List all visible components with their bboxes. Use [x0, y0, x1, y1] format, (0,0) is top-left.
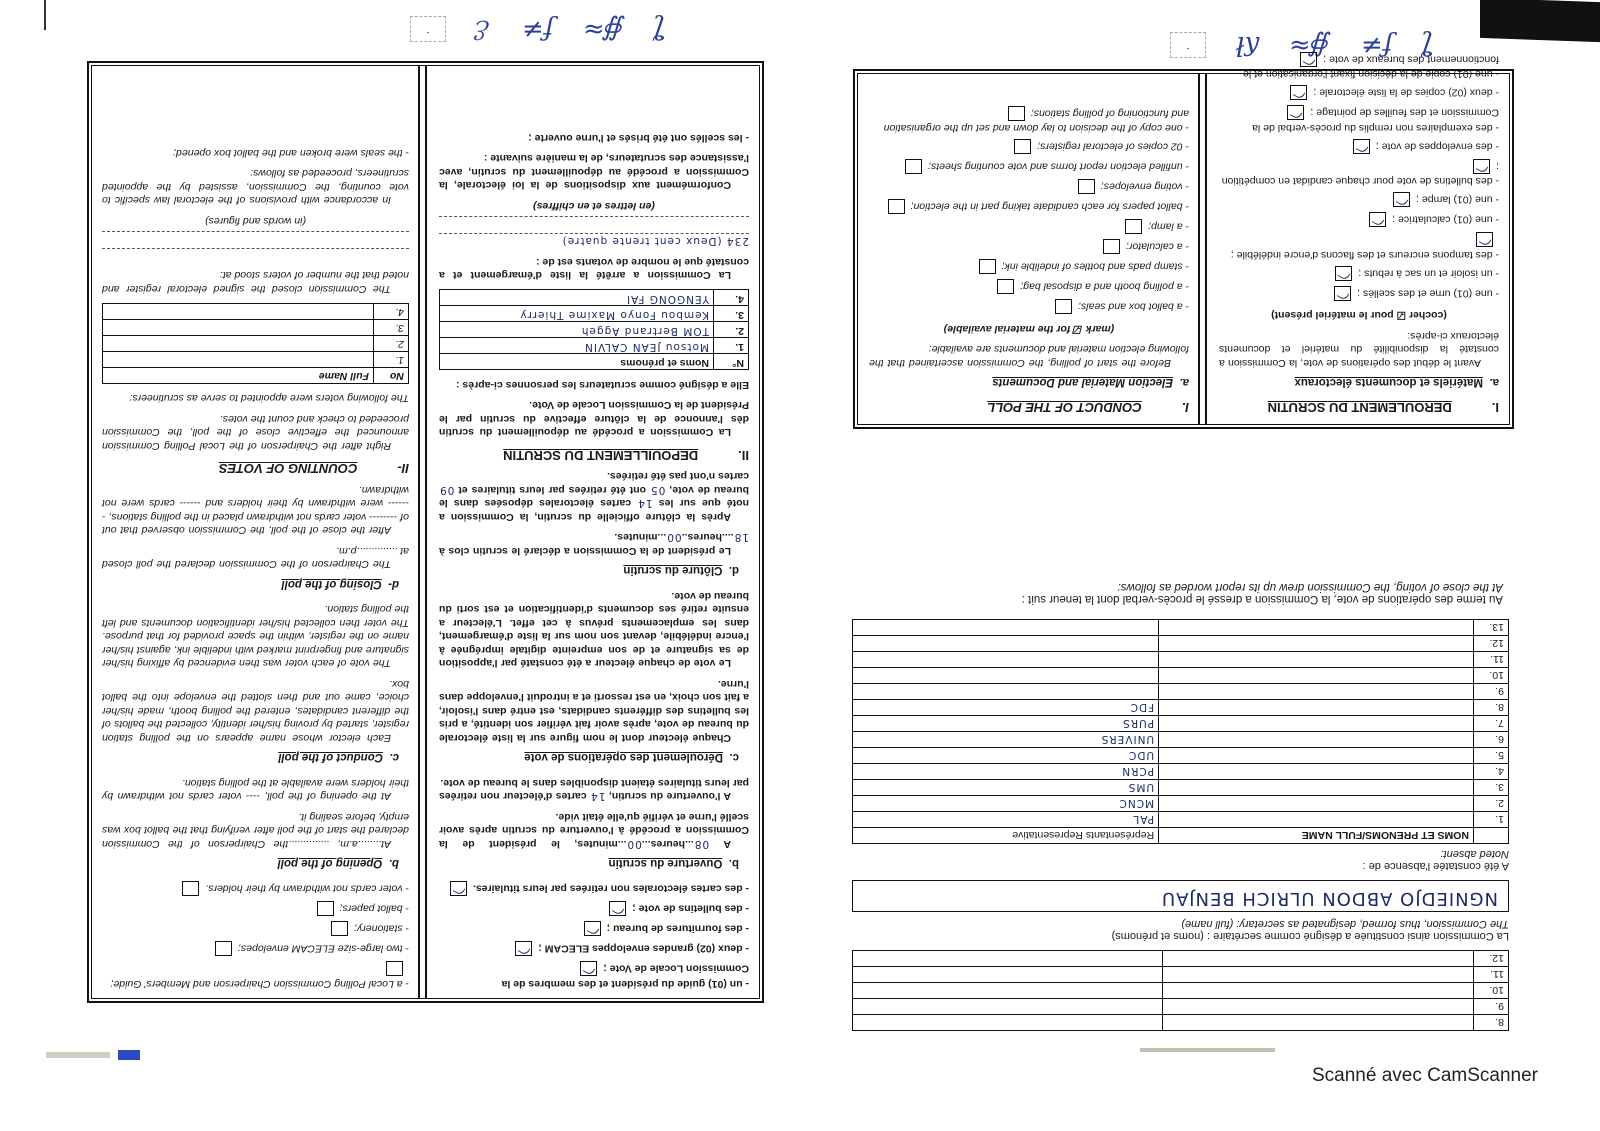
signature-2: ∯≈ — [1289, 30, 1332, 60]
table-row: 1. PAL — [853, 812, 1509, 828]
scan-dark-edge — [1480, 0, 1600, 42]
checklist-item: - unfilled election report forms and vote counting sheets; — [869, 160, 1189, 175]
party-field[interactable]: UNIVERS — [853, 732, 1159, 748]
scrutineer-name-field[interactable] — [103, 304, 374, 320]
checklist-item: - stationery; — [102, 922, 409, 937]
member-role-field[interactable] — [853, 951, 1164, 967]
scrutineers-table-en: No Full Name 1. 2. 3. 4. — [102, 303, 409, 384]
counting-paragraph-1: Right after the Chairperson of the Local Polling Commission announced the effective close of the poll, the Commission proceeded to check and count the votes. — [102, 413, 409, 452]
right-page — [848, 53, 1513, 1035]
closing-paragraph-1: The Chairperson of the Commission declared the poll closed at ..............p.m. — [102, 545, 409, 571]
checkbox[interactable] — [1008, 106, 1025, 121]
rep-name-field[interactable] — [1159, 748, 1474, 764]
cards-withdrawn-field[interactable]: 05 — [649, 484, 666, 496]
table-row: 2. MCNC — [853, 796, 1509, 812]
scrutineer-name-field[interactable]: Kembou Fonyo Maxime Thierry — [440, 306, 714, 322]
checklist-item: - deux (02) copies de la liste électorale ; — [1219, 86, 1499, 101]
words-figures-hint: (in words and figures) — [205, 215, 306, 227]
dotted-line — [439, 216, 749, 229]
checkbox[interactable] — [905, 160, 922, 175]
table-row: 10. — [853, 983, 1509, 999]
table-row: 2. — [103, 336, 409, 352]
checkbox[interactable] — [1287, 106, 1304, 121]
section-title-materiels: a. Matériels et documents électoraux — [1294, 376, 1499, 389]
opening-hour-field[interactable]: 08 — [693, 838, 710, 850]
party-field[interactable] — [853, 620, 1159, 636]
signature-1: ℰ — [476, 14, 492, 44]
checkbox[interactable] — [888, 200, 905, 215]
seals-item: - les scellés ont été brisés et l'urne ouverte ; — [528, 132, 749, 144]
secretary-name-field[interactable]: NGNIEDJO ABDON ULRICH BENJAU — [852, 880, 1509, 912]
left-page-french-column — [429, 66, 759, 998]
member-role-field[interactable] — [853, 1015, 1164, 1031]
conformement-paragraph: Conformément aux dispositions de la loi électorale, la Commission a procédé au dépouillement du scrutin, avec l'assistance des scrutateurs, de la manière suivante : — [439, 152, 749, 192]
accordance-paragraph: In accordance with provisions of the electoral law specific to vote counting, the Commission, assisted by the appointed scrutineers, proceeded as follows: — [102, 167, 409, 207]
rep-name-field[interactable] — [1159, 764, 1474, 780]
checklist-item: - des exemplaires non remplis du procès-verbal de la Commission et des feuilles de pointage ; — [1219, 106, 1499, 135]
checklist-item: - a polling booth and a disposal bag; — [869, 280, 1189, 295]
checkbox[interactable] — [1300, 52, 1317, 67]
report-intro-fr: Au terme des opérations de vote, la Commission a dressé le procès-verbal dont la teneur suit : — [1021, 593, 1503, 605]
scrutineer-name-field[interactable]: TOM Bertrand Aggeh — [440, 322, 714, 338]
closing-minutes-field[interactable]: 00 — [666, 531, 682, 544]
signature-3: ∯≈ — [583, 14, 626, 44]
checkbox[interactable] — [584, 922, 601, 937]
signature-2: ƒ≠ — [521, 14, 554, 44]
member-name-field[interactable] — [1163, 983, 1474, 999]
depouillement-paragraph-1: La Commission a procédé au dépouillement du scrutin dès l'annonce de la clôture effective du scrutin par le Président de la Commission Locale de Vote. — [439, 399, 749, 439]
table-row: 8. — [853, 1015, 1509, 1031]
checklist-item: - voter cards not withdrawn by their holders. — [102, 882, 409, 897]
depouillement-paragraph-2: Elle a désigné comme scrutateurs les personnes ci-après : — [456, 379, 749, 391]
member-name-field[interactable] — [1163, 951, 1474, 967]
section-title-opening: b. Opening of the poll — [277, 857, 399, 870]
secretary-label-en: The Commission, thus formed, designated as secretary: (full name) — [1181, 918, 1509, 930]
absent-label-fr: A été constatée l'absence de : — [1362, 860, 1509, 872]
scrutineer-name-field[interactable] — [103, 352, 374, 368]
opening-paragraph-2: At the opening of the poll, ---- voter cards not withdrawn by their holders were available at the polling station. — [102, 777, 409, 803]
checkbox[interactable] — [1078, 180, 1095, 195]
section-title-deroulement: c. Déroulement des opérations de vote — [524, 751, 739, 764]
section-title-conduct: c. Conduct of the poll — [278, 751, 399, 764]
member-role-field[interactable] — [853, 983, 1164, 999]
checkbox[interactable] — [1103, 240, 1120, 255]
table-row: 1. Motsou JEAN CALVIN — [440, 338, 749, 354]
checklist-item: - un (01) guide du président et des membres de la Commission Locale de Vote ; — [439, 962, 749, 991]
checklist-item: - une (01) calculatrice ; — [1219, 213, 1499, 228]
en-material-checklist-cont — [102, 882, 409, 991]
checklist-item: - un isoloir et un sac à rebuts ; — [1219, 266, 1499, 281]
right-page-upper — [848, 573, 1513, 1035]
checklist-item: - a ballot box and seals; — [869, 300, 1189, 315]
checklist-item: - des tampons encreurs et des flacons d'encre indélébile ; — [1219, 233, 1499, 262]
checklist-item: - une (01) urne et des scellés ; — [1219, 286, 1499, 301]
right-page-french-column — [1209, 53, 1509, 424]
party-field[interactable]: UDC — [853, 748, 1159, 764]
checklist-item: - des fournitures de bureau ; — [439, 922, 749, 937]
table-row: 2. TOM Bertrand Aggeh — [440, 322, 749, 338]
voters-count-field[interactable] — [102, 248, 409, 261]
party-field[interactable]: MCNC — [853, 796, 1159, 812]
scrutineer-name-field[interactable] — [103, 336, 374, 352]
table-row: 4. — [103, 304, 409, 320]
table-row: 11. — [853, 652, 1509, 668]
checkbox[interactable] — [580, 962, 597, 977]
checklist-item: - ballot papers; — [102, 902, 409, 917]
table-row: 9. — [853, 999, 1509, 1015]
scan-artifact — [46, 1052, 110, 1058]
left-page — [88, 62, 763, 1002]
checklist-item: - one copy of the decision to lay down and set up the organisation and functioning of polling stations; — [869, 106, 1189, 135]
member-role-field[interactable] — [853, 999, 1164, 1015]
materiels-paragraph: Avant le début des opérations de vote, la Commission a constaté la disponibilité du matériel et documents électoraux ci-après: — [1219, 330, 1499, 369]
deroulement-paragraph-1: Chaque électeur dont le nom figure sur la liste électorale du bureau de vote, après avoir fait vérifier son identité, a pris les bulletins des différents candidats, est entré dans l'isoloir, a fait son choix, en est ressorti et a introduit l'enveloppe dans l'urne. — [439, 678, 749, 744]
party-field[interactable] — [853, 684, 1159, 700]
cards-available-field[interactable]: 14 — [590, 790, 606, 803]
checklist-item: - des cartes électorales non retirées par leurs titulaires. — [439, 882, 749, 897]
scan-margin-line — [44, 0, 46, 30]
cards-not-withdrawn-field[interactable]: 09 — [439, 484, 455, 496]
fr-material-checklist-cont — [439, 882, 749, 991]
ouverture-paragraph-1: A 08...heures...00...minutes, le président de la Commission a procédé à l'ouverture du scrutin après avoir scellé l'urne et vérifié qu'elle était vide. — [439, 811, 749, 850]
section-title-ouverture: b. Ouverture du scrutin — [608, 857, 739, 870]
words-figures-hint: (en lettres et en chiffres) — [533, 200, 655, 212]
rep-name-field[interactable] — [1159, 636, 1474, 652]
members-table-continued — [852, 950, 1509, 1031]
rep-name-field[interactable] — [1159, 652, 1474, 668]
voters-count-field[interactable]: 234 (Deux cent trente quatre) — [439, 233, 749, 248]
checklist-item: - a Local Polling Commission Chairperson and Members' Guide; — [102, 962, 409, 991]
conduct-paragraph-1: Each elector whose name appears on the polling station register, started by proving his/her identity, collected the ballots of the different candidates, entered the polling booth, made his/her choice, came out and then slotted the envelope into the ballot box. — [102, 678, 409, 744]
scrutineer-name-field[interactable]: YENGONG FAI — [440, 290, 714, 306]
conduct-paragraph-2: The vote of each voter was then evidenced by affixing his/her signature and fingerprint marked with indelible ink, against his/her name on the register, within the space provided for that purpose. The voter then collected his/her identification documents and left the polling station. — [102, 603, 409, 670]
section-title-deroulement-scrutin: I. DEROULEMENT DU SCRUTIN — [1267, 400, 1499, 415]
checklist-item: - ballot papers for each candidate taking part in the election; — [869, 200, 1189, 215]
party-field[interactable] — [853, 668, 1159, 684]
table-row: 6. UNIVERS — [853, 732, 1509, 748]
table-row: 4. YENGONG FAI — [440, 290, 749, 306]
rep-name-field[interactable] — [1159, 780, 1474, 796]
table-row: 7. PURS — [853, 716, 1509, 732]
opening-paragraph-1: At........a.m, ..............the Chairperson of the Commission declared the start of the poll after verifying that the ballot box was empty, before sealing it. — [102, 811, 409, 850]
checkbox[interactable] — [1369, 213, 1386, 228]
checklist-item: - voting envelopes; — [869, 180, 1189, 195]
cards-total-field[interactable]: 14 — [637, 497, 653, 510]
mark-hint: (mark ☑ for the material available) — [943, 323, 1115, 335]
section-title-closing: d- Closing of the poll — [281, 578, 399, 590]
party-field[interactable]: PAL — [853, 812, 1159, 828]
representatives-table: NOMS ET PRENOMS/FULL NAME Représentants Representative 1. PAL 2. MCNC 3. UMS 4. PCRN 5. UDC 6. UNIVERS 7. PURS 8. FDC 9. 10. 11. 12. 13. — [852, 619, 1509, 844]
checkbox[interactable] — [215, 942, 232, 957]
section-title-election-material: a. Election Material and Documents — [992, 376, 1189, 389]
column-divider — [418, 66, 427, 998]
dotted-line — [102, 231, 409, 244]
left-page-english-column — [92, 66, 419, 998]
cloture-paragraph-1: Le président de la Commission a déclaré le scrutin clos à 18....heures..00...minutes. — [439, 531, 749, 557]
stamp-box: . — [1170, 32, 1206, 58]
left-page-frame — [88, 62, 763, 1002]
rep-name-field[interactable] — [1159, 684, 1474, 700]
rep-name-field[interactable] — [1159, 716, 1474, 732]
party-field[interactable]: FDC — [853, 700, 1159, 716]
checklist-item: - une (01) copie de la décision fixant l'organisation et le fonctionnement des bureaux de vote ; — [1219, 52, 1499, 81]
checkbox[interactable] — [1055, 300, 1072, 315]
checkbox[interactable] — [1334, 286, 1351, 301]
opening-minutes-field[interactable]: 00 — [626, 838, 642, 850]
table-row: 12. — [853, 636, 1509, 652]
checkbox[interactable] — [1290, 86, 1307, 101]
mark-hint: (cocher ☑ pour le matériel présent) — [1271, 309, 1447, 322]
party-field[interactable]: PCRN — [853, 764, 1159, 780]
conduct-frame — [854, 53, 1513, 428]
report-intro-en: At the close of voting, the Commission drew up its report worded as follows: — [1117, 581, 1503, 593]
checklist-item: - des enveloppes de vote ; — [1219, 139, 1499, 154]
checkbox[interactable] — [317, 902, 334, 917]
scrutineer-name-field[interactable] — [103, 320, 374, 336]
stamp-box: . — [410, 16, 446, 42]
checklist-item: - une (01) lampe ; — [1219, 193, 1499, 208]
section-title-cloture: d. Clôture du scrutin — [623, 564, 739, 577]
checkbox[interactable] — [1125, 220, 1142, 235]
checklist-item: - two large-size ELECAM envelopes; — [102, 942, 409, 957]
table-row: 3. — [103, 320, 409, 336]
party-field[interactable]: PURS — [853, 716, 1159, 732]
table-row: 12. — [853, 951, 1509, 967]
party-field[interactable] — [853, 636, 1159, 652]
signature-3: ƒ≠ — [1361, 30, 1393, 60]
scan-artifact-blue — [118, 1050, 140, 1060]
signature-1: ʎł — [1236, 30, 1260, 60]
table-row: 9. — [853, 684, 1509, 700]
checkbox[interactable] — [515, 942, 532, 957]
checkbox[interactable] — [1014, 140, 1031, 155]
seals-item: - the seals were broken and the ballot box opened; — [173, 147, 409, 159]
checklist-item: - des bulletins de vote ; — [439, 902, 749, 917]
table-row: 11. — [853, 967, 1509, 983]
checkbox[interactable] — [609, 902, 626, 917]
checklist-item: - des bulletins de vote pour chaque candidat en compétition ; — [1219, 159, 1499, 188]
left-page-signatures — [410, 14, 664, 44]
table-row: 3. Kembou Fonyo Maxime Thierry — [440, 306, 749, 322]
section-title-conduct-poll: I. CONDUCT OF THE POLL — [987, 400, 1189, 415]
material-paragraph: Before the start of polling, the Commission ascertained that the following election material and documents are available: — [869, 343, 1189, 369]
rep-name-field[interactable] — [1159, 732, 1474, 748]
table-row: 5. UDC — [853, 748, 1509, 764]
checklist-item: - deux (02) grandes enveloppes ELECAM ; — [439, 942, 749, 957]
rep-name-field[interactable] — [1159, 812, 1474, 828]
scrutineers-table-fr: N° Noms et prénoms 1. Motsou JEAN CALVIN 2. TOM Bertrand Aggeh 3. Kembou Fonyo Maxime Thierry 4. YENGONG FAI — [439, 290, 749, 371]
column-divider — [1198, 74, 1207, 424]
table-row: 1. — [103, 352, 409, 368]
section-title-depouillement: II. DEPOUILLEMENT DU SCRUTIN — [503, 448, 749, 463]
table-row: 8. FDC — [853, 700, 1509, 716]
rep-name-field[interactable] — [1159, 700, 1474, 716]
signature-4: ƪ — [655, 14, 664, 44]
checklist-item: - 02 copies of electoral registers; — [869, 140, 1189, 155]
en-material-checklist — [869, 106, 1189, 315]
fr-material-checklist — [1219, 52, 1499, 301]
member-name-field[interactable] — [1163, 967, 1474, 983]
member-role-field[interactable] — [853, 967, 1164, 983]
member-name-field[interactable] — [1163, 1015, 1474, 1031]
checklist-item: - a lamp; — [869, 220, 1189, 235]
table-row: 3. UMS — [853, 780, 1509, 796]
cloture-paragraph-2: Après la clôture officielle du scrutin, la Commission a noté que sur les 14 cartes électorales déposées dans le bureau de vote, 05 ont été retirées par leurs titulaires et 09 cartes n'ont pas été retirées. — [438, 470, 749, 523]
member-name-field[interactable] — [1163, 999, 1474, 1015]
right-page-english-column — [859, 74, 1199, 424]
rep-name-field[interactable] — [1159, 796, 1474, 812]
checkbox[interactable] — [1353, 139, 1370, 154]
scrutineer-name-field[interactable]: Motsou JEAN CALVIN — [440, 338, 714, 354]
table-row: 10. — [853, 668, 1509, 684]
camscanner-watermark: Scanné avec CamScanner — [1311, 1065, 1538, 1086]
checkbox[interactable] — [450, 882, 467, 897]
checkbox[interactable] — [979, 260, 996, 275]
checkbox[interactable] — [997, 280, 1014, 295]
checkbox[interactable] — [182, 882, 199, 897]
table-row: 4. PCRN — [853, 764, 1509, 780]
rep-name-field[interactable] — [1159, 620, 1474, 636]
closing-hour-field[interactable]: 18 — [733, 531, 749, 544]
checkbox[interactable] — [1476, 233, 1493, 248]
signature-4: ƪ — [1422, 30, 1432, 60]
closing-paragraph-2: After the close of the poll, the Commission observed that out of -------- voter cards not withdrawn placed in the polling stations, ------- were withdrawn by their holders and ------ cards were not withdrawn. — [102, 484, 409, 537]
checkbox[interactable] — [1473, 159, 1490, 174]
checklist-item: - stamp pads and bottles of indelible ink; — [869, 260, 1189, 275]
checkbox[interactable] — [1393, 193, 1410, 208]
deroulement-paragraph-2: Le vote de chaque électeur a été constaté par l'apposition de sa signature et de son empreinte digitale imprégnée à l'encre indélébile, devant son nom sur la liste d'émargement, dans les emplacements prévus à cet effet. L'électeur a ensuite retiré ses documents d'identification et est sorti du bureau de vote. — [439, 590, 749, 670]
rep-name-field[interactable] — [1159, 668, 1474, 684]
section-title-counting: II- COUNTING OF VOTES — [218, 461, 409, 477]
scan-artifact — [1140, 1048, 1275, 1052]
party-field[interactable] — [853, 652, 1159, 668]
register-paragraph: The Commission closed the signed electoral register and noted that the number of voters stood at: — [102, 269, 409, 295]
emargement-paragraph: La Commission a arrêté la liste d'émargement et a constaté que le nombre de votants est de : — [439, 256, 749, 282]
checklist-item: - a calculator; — [869, 240, 1189, 255]
party-field[interactable]: UMS — [853, 780, 1159, 796]
table-row: 13. — [853, 620, 1509, 636]
ouverture-paragraph-2: A l'ouverture du scrutin, 14 cartes d'électeur non retirées par leurs titulaires étaient disponibles dans le bureau de vote. — [438, 777, 749, 803]
secretary-label-fr: La Commission ainsi constituée a désigné comme secrétaire : (noms et prénoms) — [1111, 930, 1509, 942]
absent-label-en: Noted absent: — [1440, 848, 1509, 860]
counting-paragraph-2: The following voters were appointed to serve as scrutineers: — [129, 392, 409, 405]
checkbox[interactable] — [1335, 266, 1352, 281]
checkbox[interactable] — [386, 962, 403, 977]
checkbox[interactable] — [331, 922, 348, 937]
